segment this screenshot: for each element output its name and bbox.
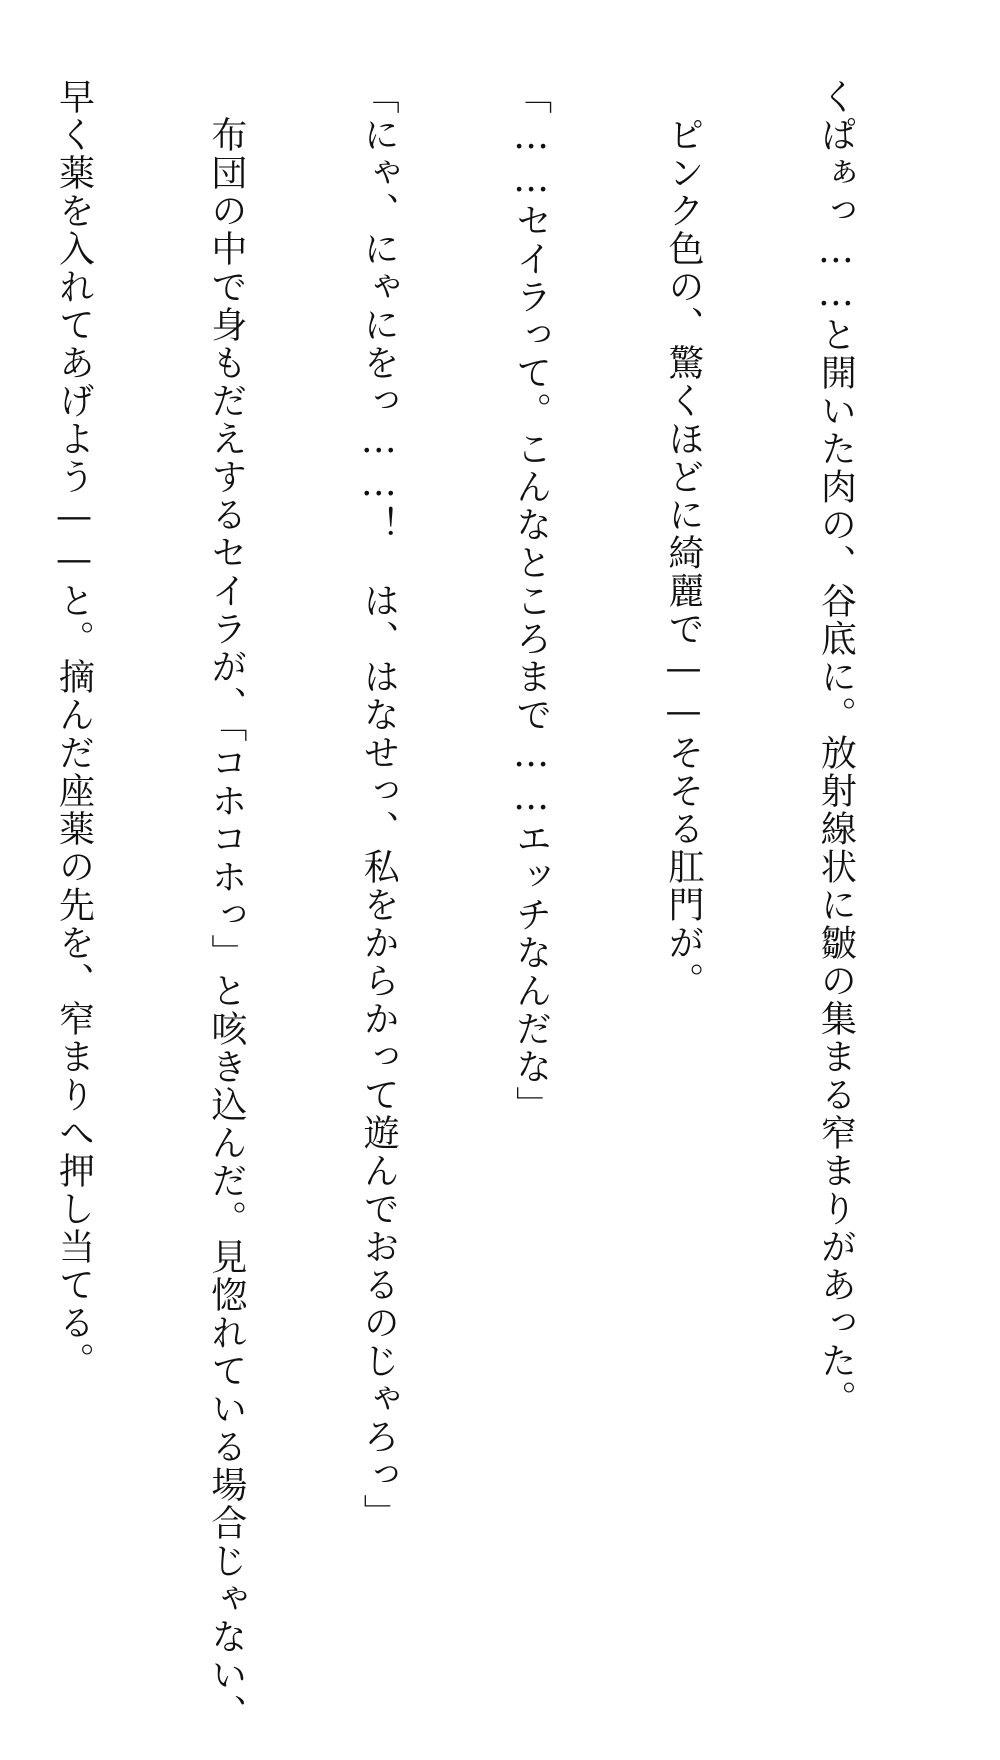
text-line: ピンク色の、驚くほどに綺麗で——そそる肛門が。 xyxy=(663,78,705,1000)
text-line: 「にゃ、にゃにをっ……！ は、はなせっ、私をからかって遊んでおるのじゃろっ」 xyxy=(358,78,400,1532)
text-line: 早く薬を入れてあげよう——と。摘んだ座薬の先を、窄まりへ押し当てる。 xyxy=(53,78,95,1380)
text-line: くぱぁっ……と開いた肉の、谷底に。放射線状に皺の集まる窄まりがあった。 xyxy=(815,78,857,1418)
text-line: 「……セイラって。こんなところまで……エッチなんだな」 xyxy=(510,78,552,1124)
text-line: 布団の中で身もだえするセイラが、「コホコホっ」と咳き込んだ。見惚れている場合じゃない、 xyxy=(205,78,247,1732)
vertical-text-body xyxy=(0,78,962,1732)
